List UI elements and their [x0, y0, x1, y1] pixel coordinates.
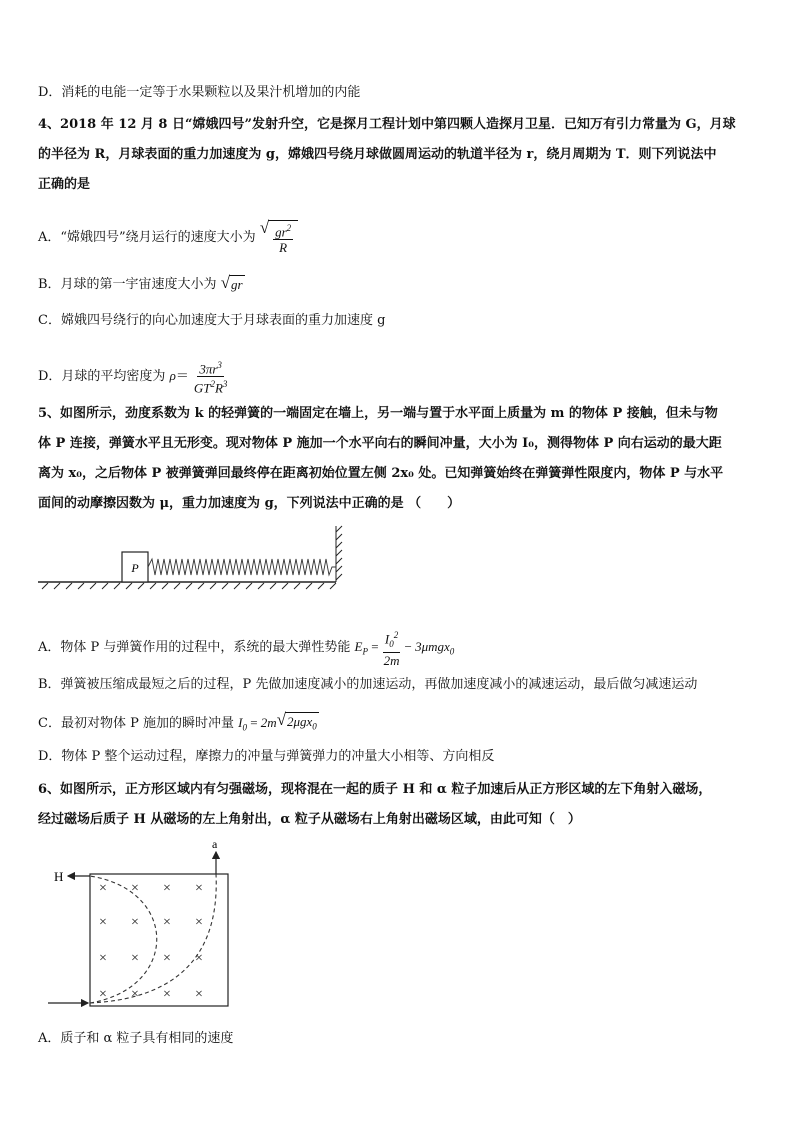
q5-stem-line2: 体 P 连接，弹簧水平且无形变。现对物体 P 施加一个水平向右的瞬间冲量，大小为 I₀，测得物体 P 向右运动的最大距: [38, 436, 722, 451]
svg-text:×: ×: [131, 987, 139, 1002]
q4-stem-line3: 正确的是: [38, 177, 91, 192]
q5-stem-line4: 面间的动摩擦因数为 μ，重力加速度为 g，下列说法中正确的是 （ ）: [38, 496, 461, 511]
q6-stem-line1: 6、如图所示，正方形区域内有匀强磁场，现将混在一起的质子 H 和 α 粒子加速后从正方形区域的左下角射入磁场，: [38, 782, 712, 797]
svg-text:×: ×: [131, 951, 139, 966]
field-crosses: [99, 881, 203, 1002]
q5-option-d: D．物体 P 整个运动过程，摩擦力的冲量与弹簧弹力的冲量大小相等、方向相反: [38, 749, 495, 764]
svg-text:×: ×: [195, 951, 203, 966]
svg-text:×: ×: [163, 951, 171, 966]
ground-hatch: [42, 583, 336, 589]
q4-option-a-text: A．“嫦娥四号”绕月运行的速度大小为: [38, 230, 256, 246]
q6-magnetic-field-figure: [44, 838, 244, 1018]
q4-option-b-text: B．月球的第一宇宙速度大小为: [38, 277, 217, 292]
q3-option-d: D．消耗的电能一定等于水果颗粒以及果汁机增加的内能: [38, 85, 361, 100]
svg-text:×: ×: [195, 987, 203, 1002]
q4-option-a-formula: √ $\frac{gr^2}{R}$: [260, 220, 298, 255]
q4-option-c: C．嫦娥四号绕行的向心加速度大于月球表面的重力加速度 g: [38, 313, 386, 328]
svg-text:×: ×: [163, 987, 171, 1002]
spring: [148, 559, 336, 575]
svg-text:×: ×: [99, 951, 107, 966]
q5-option-c: [38, 712, 319, 736]
q5-option-a-formula: $E_P$ = $\frac{I_0^2}{2m}$ − 3μmgx$_0$: [354, 630, 455, 668]
q4-stem-line2: 的半径为 R，月球表面的重力加速度为 g，嫦娥四号绕月球做圆周运动的轨道半径为 r，绕月周期为 T．则下列说法中: [38, 147, 717, 162]
q4-stem-line1: 4、2018 年 12 月 8 日“嫦娥四号”发射升空，它是探月工程计划中第四颗人造探月卫星．已知万有引力常量为 G，月球: [38, 117, 736, 132]
q4-option-a: [38, 220, 298, 255]
svg-text:×: ×: [163, 915, 171, 930]
q5-option-c-formula: $I_0 = 2m$ √ 2μgx$_0$: [238, 715, 319, 730]
svg-text:×: ×: [99, 881, 107, 896]
q5-option-c-text: C．最初对物体 P 施加的瞬时冲量: [38, 715, 234, 731]
block-p-label: P: [131, 561, 139, 575]
svg-text:×: ×: [99, 987, 107, 1002]
svg-text:×: ×: [195, 881, 203, 896]
svg-text:×: ×: [131, 915, 139, 930]
q6-option-a: A．质子和 α 粒子具有相同的速度: [38, 1031, 234, 1046]
q4-option-b-formula: √ gr: [220, 273, 243, 292]
svg-text:×: ×: [163, 881, 171, 896]
q4-option-d: [38, 358, 232, 396]
wall-hatch: [336, 526, 342, 582]
svg-text:×: ×: [195, 915, 203, 930]
q5-option-a: [38, 628, 454, 668]
field-square: [90, 874, 228, 1006]
q4-option-b: [38, 275, 245, 294]
alpha-label: a: [212, 838, 218, 851]
proton-label: H: [54, 869, 64, 884]
q4-option-d-text: D．月球的平均密度为: [38, 368, 166, 384]
q5-option-b: B．弹簧被压缩成最短之后的过程，P 先做加速度减小的加速运动，再做加速度减小的减速运动，最后做匀减速运动: [38, 677, 698, 692]
q6-stem-line2: 经过磁场后质子 H 从磁场的左上角射出，α 粒子从磁场右上角射出磁场区域，由此可知（ ）: [38, 812, 581, 827]
svg-text:×: ×: [131, 881, 139, 896]
q4-option-d-formula: ρ＝ $\frac{3\pi r^3}{GT^2R^3}$: [169, 360, 228, 396]
q5-option-a-text: A．物体 P 与弹簧作用的过程中，系统的最大弹性势能: [38, 639, 351, 655]
q5-stem-line3: 离为 x₀，之后物体 P 被弹簧弹回最终停在距离初始位置左侧 2x₀ 处。已知弹簧始终在弹簧弹性限度内，物体 P 与水平: [38, 466, 724, 481]
svg-text:×: ×: [99, 915, 107, 930]
q5-stem-line1: 5、如图所示，劲度系数为 k 的轻弹簧的一端固定在墙上，另一端与置于水平面上质量为 m 的物体 P 接触，但未与物: [38, 406, 718, 421]
q5-spring-figure: [36, 522, 346, 597]
